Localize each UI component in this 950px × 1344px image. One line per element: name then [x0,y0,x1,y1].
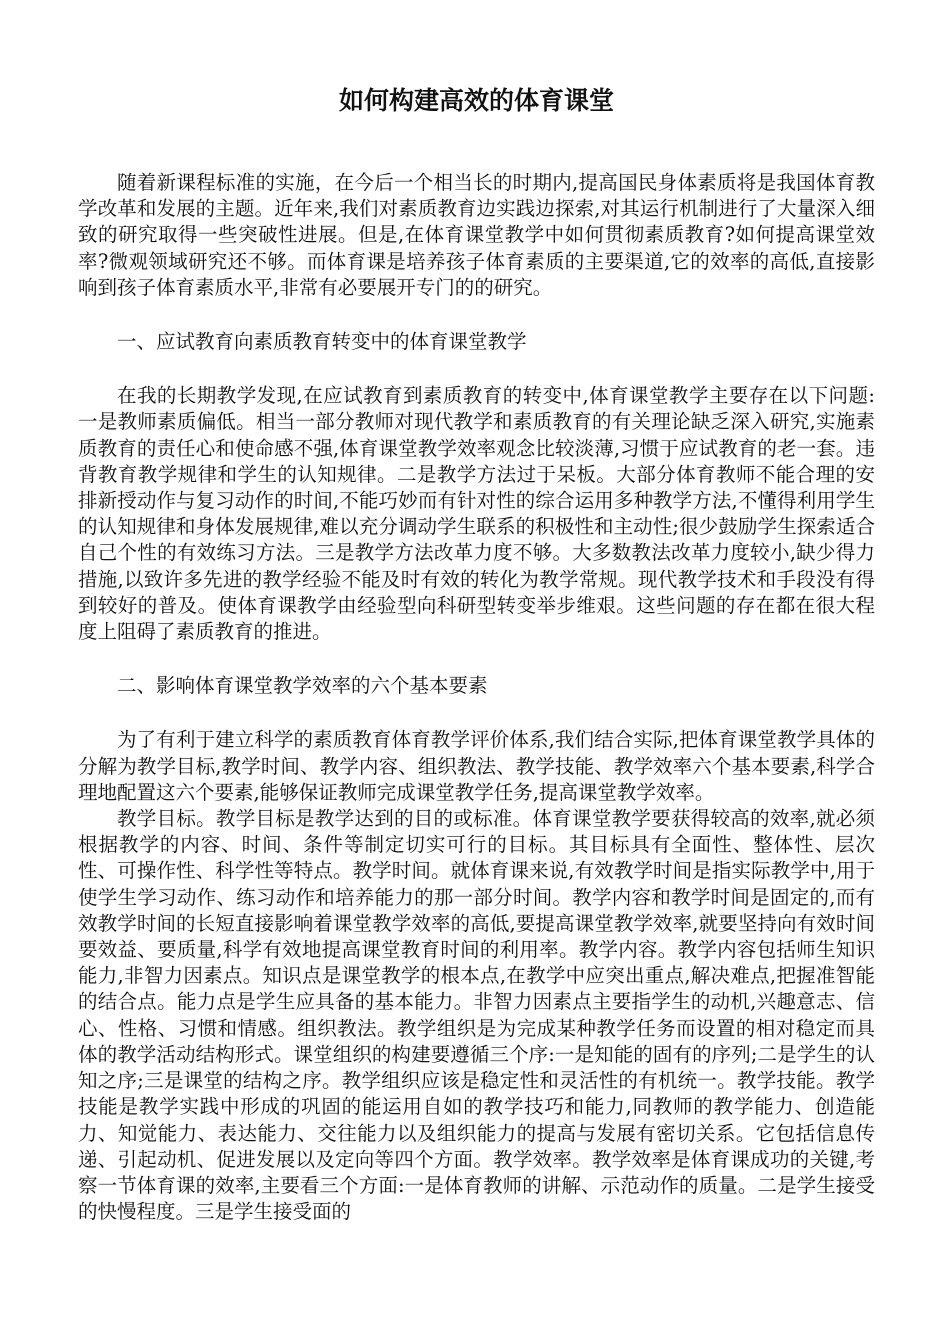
spacer [78,699,875,727]
document-title: 如何构建高效的体育课堂 [338,86,614,115]
spacer [78,645,875,673]
intro-paragraph: 随着新课程标准的实施，在今后一个相当长的时期内,提高国民身体素质将是我国体育教学改革和发展的主题。近年来,我们对素质教育边实践边探索,对其运行机制进行了大量深入细致的研究取得一些突破性进展。但是,在体育课堂教学中如何贯彻素质教育?如何提高课堂效率?微观领域研究还不够。而体育课是培养孩子体育素质的主要渠道,它的效率的高低,直接影响到孩子体育素质水平,非常有必要展开专门的的研究。 [78,171,875,299]
spacer [78,355,875,383]
section-1-heading: 一、应试教育向素质教育转变中的体育课堂教学 [117,330,527,354]
section-2-paragraph-2: 教学目标。教学目标是教学达到的目的或标准。体育课堂教学要获得较高的效率,就必须根据教学的内容、时间、条件等制定切实可行的目标。其目标具有全面性、整体性、层次性、可操作性、科学性等特点。教学时间。就体育课来说,有效教学时间是指实际教学中,用于使学生学习动作、练习动作和培养能力的那一部分时间。教学内容和教学时间是固定的,而有效教学时间的长短直接影响着课堂教学效率的高低,要提高课堂教学效率,就要坚持向有效时间要效益、要质量,科学有效地提高课堂教育时间的利用率。教学内容。教学内容包括师生知识能力,非智力因素点。知识点是课堂教学的根本点,在教学中应突出重点,解决难点,把握准智能的结合点。能力点是学生应具备的基本能力。非智力因素点主要指学生的动机,兴趣意志、信心、性格、习惯和情感。组织教法。教学组织是为完成某种教学任务而设置的相对稳定而具体的教学活动结构形式。课堂组织的构建要遵循三个序:一是知能的固有的序列;二是学生的认知之序;三是课堂的结构之序。教学组织应该是稳定性和灵活性的有机统一。教学技能。教学技能是教学实践中形成的巩固的能运用自如的教学技巧和能力,同教师的教学能力、创造能力、知觉能力、表达能力、交往能力以及组织能力的提高与发展有密切关系。它包括信息传递、引起动机、促进发展以及定向等四个方面。教学效率。教学效率是体育课成功的关键,考察一节体育课的效率,主要看三个方面:一是体育教师的讲解、示范动作的质量。二是学生接受的快慢程度。三是学生接受面的 [78,807,875,1224]
section-2-heading: 二、影响体育课堂教学效率的六个基本要素 [117,674,488,698]
section-1-paragraph: 在我的长期教学发现,在应试教育到素质教育的转变中,体育课堂教学主要存在以下问题:一是教师素质偏低。相当一部分教师对现代教学和素质教育的有关理论缺乏深入研究,实施素质教育的责任心和使命感不强,体育课堂教学效率观念比较淡薄,习惯于应试教育的老一套。违背教育教学规律和学生的认知规律。二是教学方法过于呆板。大部分体育教师不能合理的安排新授动作与复习动作的时间,不能巧妙而有针对性的综合运用多种教学方法,不懂得利用学生的认知规律和身体发展规律,难以充分调动学生联系的积极性和主动性;很少鼓励学生探索适合自己个性的有效练习方法。三是教学方法改革力度不够。大多数教法改革力度较小,缺少得力措施,以致许多先进的教学经验不能及时有效的转化为教学常规。现代教学技术和手段没有得到较好的普及。使体育课教学由经验型向科研型转变举步维艰。这些问题的存在都在很大程度上阻碍了素质教育的推进。 [78,384,875,644]
document-body [78,170,875,1225]
spacer [78,301,875,329]
section-2-paragraph-1: 为了有利于建立科学的素质教育体育教学评价体系,我们结合实际,把体育课堂教学具体的分解为教学目标,教学时间、教学内容、组织教法、教学技能、教学效率六个基本要素,科学合理地配置这六个要素,能够保证教师完成课堂教学任务,提高课堂教学效率。 [78,728,875,804]
